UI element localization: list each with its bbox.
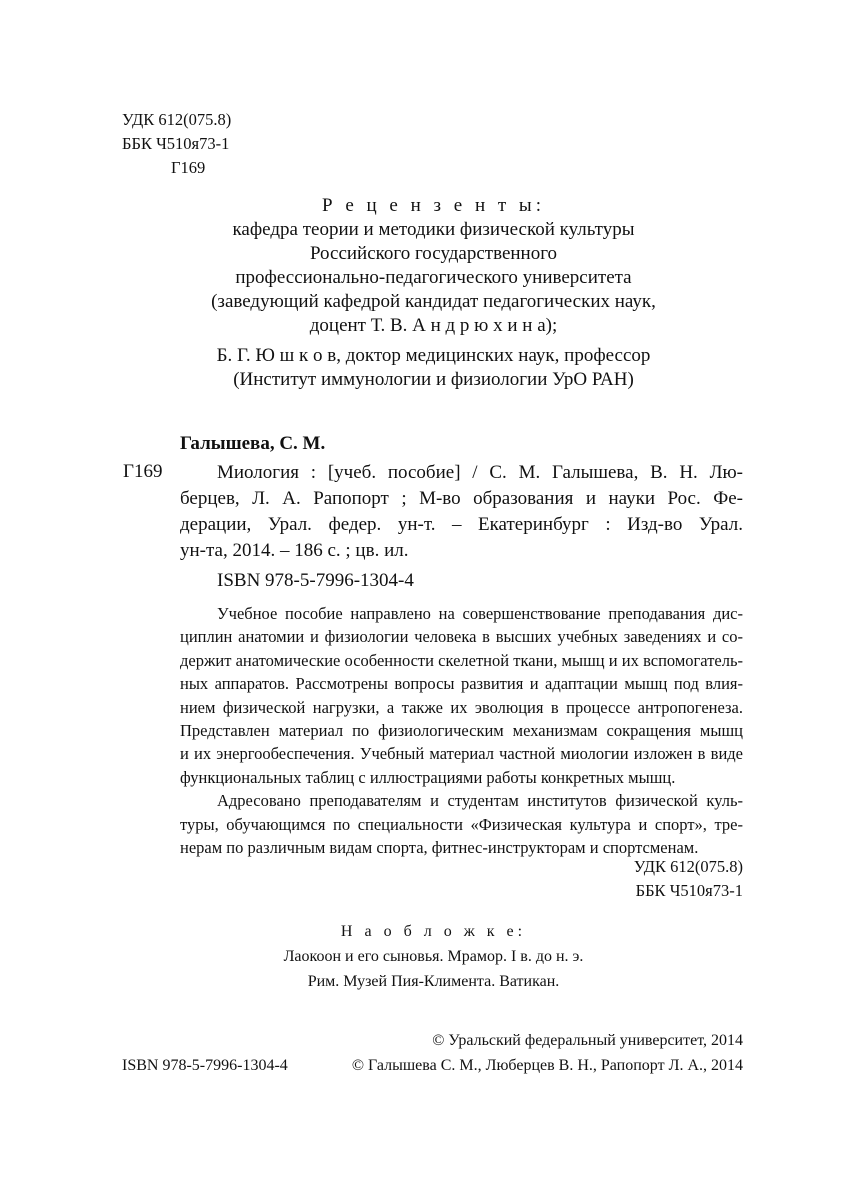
annotation-line: нием физической нагрузки, а также их эволюция в процессе антропогенеза. xyxy=(180,697,743,717)
record-author: Галышева, С. М. xyxy=(180,433,326,454)
reviewer-line: (Институт иммунологии и физиологии УрО РАН) xyxy=(233,369,634,390)
record-line: дерации, Урал. федер. ун-т. – Екатеринбург : Изд-во Урал. xyxy=(180,514,743,535)
classification-codes-bottom xyxy=(600,855,743,903)
author-mark: Г169 xyxy=(171,158,206,177)
reviewer-line: профессионально-педагогического университета xyxy=(235,267,632,288)
cover-heading: Н а о б л о ж к е: xyxy=(340,923,527,940)
copyright-line: © Галышева С. М., Люберцев В. Н., Рапопорт Л. А., 2014 xyxy=(351,1057,743,1074)
cover-line: Рим. Музей Пия-Климента. Ватикан. xyxy=(307,973,560,990)
record-line: Миология : [учеб. пособие] / С. М. Галышева, В. Н. Лю- xyxy=(217,462,743,483)
bbk-code-bottom: ББК Ч510я73-1 xyxy=(635,881,743,900)
cover-line: Лаокоон и его сыновья. Мрамор. I в. до н. э. xyxy=(283,948,584,965)
record-isbn: ISBN 978-5-7996-1304-4 xyxy=(217,570,414,591)
isbn-bottom: ISBN 978-5-7996-1304-4 xyxy=(122,1057,288,1074)
annotation-line: нерам по различным видам спорта, фитнес-инструкторам и спортсменам. xyxy=(180,838,699,858)
copyright-block xyxy=(330,1028,743,1078)
record-line: ун-та, 2014. – 186 с. ; цв. ил. xyxy=(180,540,409,561)
annotation-line: Учебное пособие направлено на совершенствование преподавания дис- xyxy=(217,604,743,623)
copyright-line: © Уральский федеральный университет, 2014 xyxy=(432,1032,743,1049)
reviewer-line: доцент Т. В. А н д р ю х и н а); xyxy=(309,315,558,336)
reviewer-line: Российского государственного xyxy=(309,243,558,264)
annotation-line: держит анатомические особенности скелетной ткани, мышц и их вспомогатель- xyxy=(180,650,743,670)
annotation-line: и их энергообеспечения. Учебный материал частной миологии изложен в виде xyxy=(180,744,743,764)
annotation-line: Представлен материал по физиологическим механизмам сокращения мышц xyxy=(180,721,743,741)
bbk-code: ББК Ч510я73-1 xyxy=(122,134,230,153)
reviewers-heading: Р е ц е н з е н т ы: xyxy=(322,195,545,216)
annotation-line: ных аппаратов. Рассмотрены вопросы развития и адаптации мышц под влия- xyxy=(180,674,743,694)
reviewers-block xyxy=(140,194,727,392)
record-code: Г169 xyxy=(123,461,163,482)
annotation-line: туры, обучающимся по специальности «Физическая культура и спорт», тре- xyxy=(180,814,743,834)
reviewer-line xyxy=(140,338,727,368)
classification-codes-top xyxy=(122,108,231,180)
annotation-line: функциональных таблиц с иллюстрациями работы конкретных мышц. xyxy=(180,767,676,787)
annotation-line: циплин анатомии и физиологии человека в высших учебных заведениях и со- xyxy=(180,627,743,647)
reviewer-line: кафедра теории и методики физической культуры xyxy=(232,219,635,240)
annotation xyxy=(180,602,743,859)
record-description xyxy=(180,460,743,564)
udk-code: УДК 612(075.8) xyxy=(122,110,232,129)
reviewer-line-text: Б. Г. Ю ш к о в, доктор медицинских наук, профессор xyxy=(216,345,651,366)
annotation-line: Адресовано преподавателям и студентам институтов физической куль- xyxy=(217,791,743,811)
reviewer-line: (заведующий кафедрой кандидат педагогических наук, xyxy=(211,291,656,312)
udk-code-bottom: УДК 612(075.8) xyxy=(633,857,743,876)
record-line: берцев, Л. А. Рапопорт ; М-во образования и науки Рос. Фе- xyxy=(180,488,743,509)
cover-note xyxy=(140,919,727,994)
